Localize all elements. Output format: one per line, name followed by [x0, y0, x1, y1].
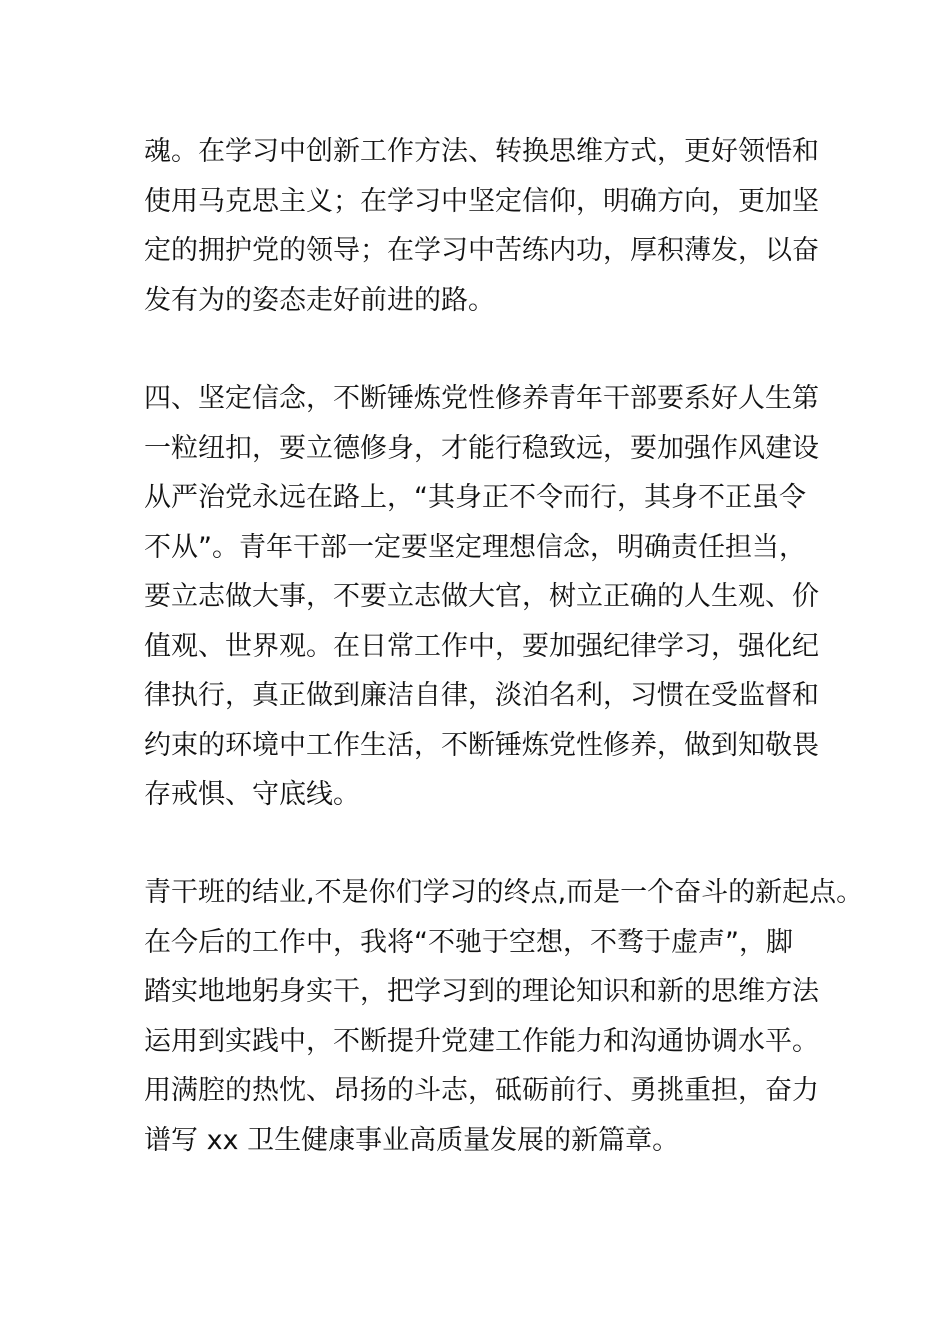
paragraph-line: 魂。在学习中创新工作方法、转换思维方式，更好领悟和 [144, 136, 819, 167]
paragraph-line: 运用到实践中，不断提升党建工作能力和沟通协调水平。 [144, 1025, 819, 1057]
paragraph-continuation [144, 127, 824, 325]
paragraph-line: 律执行，真正做到廉洁自律，淡泊名利，习惯在受监督和 [144, 680, 819, 711]
paragraph-line: 四、坚定信念，不断锤炼党性修养青年干部要系好人生第 [144, 383, 819, 414]
paragraph-line: 一粒纽扣，要立德修身，才能行稳致远，要加强作风建设 [144, 432, 819, 464]
paragraph-line: 在今后的工作中，我将“不驰于空想，不骛于虚声”，脚 [144, 926, 793, 958]
paragraph-line: 要立志做大事，不要立志做大官，树立正确的人生观、价 [144, 581, 819, 612]
paragraph-line: 定的拥护党的领导；在学习中苦练内功，厚积薄发，以奋 [144, 235, 819, 266]
paragraph-line: 存戒惧、守底线。 [144, 779, 360, 810]
paragraph-line: 约束的环境中工作生活，不断锤炼党性修养，做到知敬畏 [144, 729, 819, 761]
paragraph-line: 不从”。青年干部一定要坚定理想信念，明确责任担当， [144, 531, 806, 563]
paragraph-line: 谱写 xx 卫生健康事业高质量发展的新篇章。 [144, 1124, 680, 1156]
paragraph-line: 青干班的结业,不是你们学习的终点,而是一个奋斗的新起点。 [144, 877, 864, 908]
paragraph-conclusion [144, 868, 864, 1165]
paragraph-line: 踏实地地躬身实干，把学习到的理论知识和新的思维方法 [144, 976, 819, 1007]
paragraph-line: 用满腔的热忱、昂扬的斗志，砥砺前行、勇挑重担，奋力 [144, 1075, 819, 1106]
paragraph-section-four [144, 374, 824, 820]
paragraph-line: 从严治党永远在路上，“其身正不令而行，其身不正虽令 [144, 482, 806, 513]
paragraph-line: 发有为的姿态走好前进的路。 [144, 284, 495, 316]
paragraph-line: 值观、世界观。在日常工作中，要加强纪律学习，强化纪 [144, 630, 819, 662]
paragraph-line: 使用马克思主义；在学习中坚定信仰，明确方向，更加坚 [144, 185, 819, 217]
